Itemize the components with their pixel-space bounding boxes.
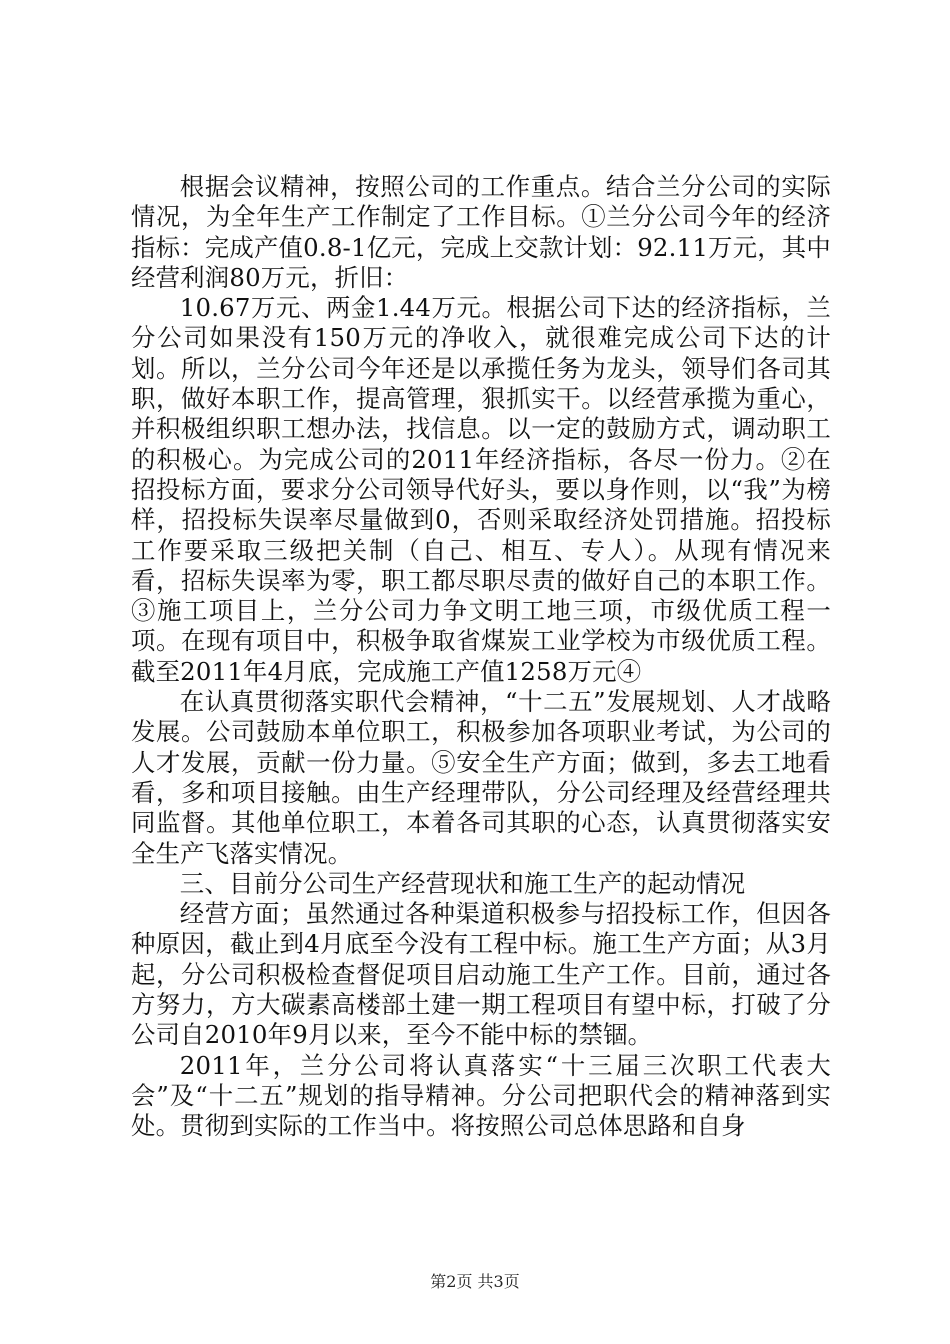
paragraph-2: 10.67万元、两金1.44万元。根据公司下达的经济指标，兰分公司如果没有150万元的净收入，就很难完成公司下达的计划。所以，兰分公司今年还是以承揽任务为龙头，领导们各司其职，做好本职工作，提高管理，狠抓实干。以经营承揽为重心，并积极组织职工想办法，找信息。以一定的鼓励方式，调动职工的积极心。为完成公司的2011年经济指标，各尽一份力。②在招投标方面，要求分公司领导代好头，要以身作则，以“我”为榜样，招投标失误率尽量做到0，否则采取经济处罚措施。招投标工作要采取三级把关制（自己、相互、专人）。从现有情况来看，招标失误率为零，职工都尽职尽责的做好自己的本职工作。③施工项目上，兰分公司力争文明工地三项，市级优质工程一项。在现有项目中，积极争取省煤炭工业学校为市级优质工程。截至2011年4月底，完成施工产值1258万元④: [131, 293, 831, 686]
section-heading: 三、目前分公司生产经营现状和施工生产的起动情况: [179, 868, 746, 898]
paragraph-3: 在认真贯彻落实职代会精神，“十二五”发展规划、人才战略发展。公司鼓励本单位职工，积极参加各项职业考试，为公司的人才发展，贡献一份力量。⑤安全生产方面；做到，多去工地看看，多和项目接触。由生产经理带队，分公司经理及经营经理共同监督。其他单位职工，本着各司其职的心态，认真贯彻落实安全生产飞落实情况。: [131, 687, 831, 868]
page-footer: 第2页 共3页: [430, 1272, 520, 1291]
paragraph-5: 2011年，兰分公司将认真落实“十三届三次职工代表大会”及“十二五”规划的指导精神。分公司把职代会的精神落到实处。贯彻到实际的工作当中。将按照公司总体思路和自身: [131, 1050, 831, 1141]
document-body: [131, 172, 831, 1142]
paragraph-4: 经营方面；虽然通过各种渠道积极参与招投标工作，但因各种原因，截止到4月底至今没有工程中标。施工生产方面；从3月起，分公司积极检查督促项目启动施工生产工作。目前，通过各方努力，方大碳素高楼部土建一期工程项目有望中标，打破了分公司自2010年9月以来，至今不能中标的禁锢。: [131, 899, 831, 1050]
paragraph-1: 根据会议精神，按照公司的工作重点。结合兰分公司的实际情况，为全年生产工作制定了工作目标。①兰分公司今年的经济指标：完成产值0.8-1亿元，完成上交款计划：92.11万元，其中经营利润80万元，折旧：: [131, 172, 831, 292]
